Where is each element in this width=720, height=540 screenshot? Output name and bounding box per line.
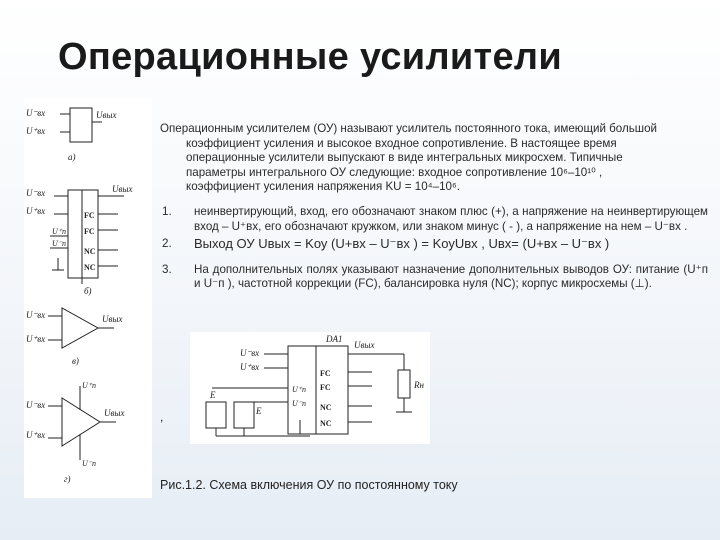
sch-out: Uвых	[354, 340, 375, 350]
v-out: Uвых	[102, 314, 123, 324]
sch-load: Rн	[414, 380, 424, 390]
dc-connection-schematic	[190, 332, 430, 444]
sch-in-minus: U⁻вх	[240, 348, 260, 358]
sch-nc2: NC	[320, 419, 332, 428]
a-in-plus: U⁺вх	[26, 126, 46, 136]
b-fc2: FC	[84, 227, 95, 236]
sch-fc2: FC	[320, 383, 331, 392]
list-item-3	[160, 263, 708, 292]
list-number-2: 2.	[162, 237, 172, 251]
a-out: Uвых	[96, 110, 117, 120]
opamp-symbols-figure	[24, 98, 152, 498]
schematic-figure	[190, 332, 430, 444]
list-text-3: На дополнительных полях указывают назначение дополнительных выводов ОУ: питание (U⁺п и U⁻п ), частотной коррекции (FC), балансировка нуля (NC); корпус микросхемы (⊥).	[194, 262, 708, 291]
sch-in-plus: U⁺вх	[240, 362, 260, 372]
intro-line-2: коэффициент усиления и высокое входное сопротивление. В настоящее время	[186, 136, 617, 150]
g-in-minus: U⁻вх	[26, 400, 46, 410]
figure-caption: Рис.1.2. Схема включения ОУ по постоянному току	[160, 478, 458, 492]
b-nc1: NC	[84, 247, 96, 256]
b-p2: U⁻п	[52, 239, 66, 248]
symbol-g-triangle	[62, 398, 100, 446]
intro-line-3: операционные усилители выпускают в виде интегральных микросхем. Типичные	[186, 151, 623, 165]
intro-line-4: параметры интегрального ОУ следующие: входное сопротивление 10⁶–10¹⁰ ,	[186, 165, 603, 179]
opamp-symbols-panel	[24, 98, 152, 498]
b-nc2: NC	[84, 263, 96, 272]
load-resistor	[398, 370, 410, 398]
sch-e1: E	[210, 390, 216, 400]
intro-line-5: коэффициент усиления напряжения KU = 10⁴–10⁶.	[186, 180, 460, 194]
v-tag: в)	[72, 356, 79, 366]
chip-label: DA1	[326, 334, 343, 344]
list-item-2	[160, 237, 708, 253]
b-out: Uвых	[112, 184, 133, 194]
source-e1	[206, 402, 226, 428]
list-text-2: Выход ОУ Uвых = Kоу (U+вх – U⁻вх ) = KоуUвх , Uвх= (U+вх – U⁻вх )	[194, 236, 610, 252]
stray-comma: ,	[160, 410, 164, 424]
b-fc1: FC	[84, 211, 95, 220]
sch-e2: E	[256, 406, 262, 416]
source-e2	[234, 402, 254, 428]
b-in-plus: U⁺вх	[26, 206, 46, 216]
g-p2: U⁻п	[82, 459, 96, 468]
a-in-minus: U⁻вх	[26, 108, 46, 118]
v-in-minus: U⁻вх	[26, 310, 46, 320]
b-in-minus: U⁻вх	[26, 188, 46, 198]
g-out: Uвых	[104, 408, 125, 418]
slide-title: Операционные усилители	[58, 36, 562, 78]
list-number-3: 3.	[162, 262, 172, 276]
symbol-v-triangle	[62, 308, 98, 348]
b-p1: U⁺п	[52, 227, 66, 236]
sch-p2: U⁻п	[292, 399, 306, 408]
sch-nc1: NC	[320, 403, 332, 412]
sch-p1: U⁺п	[292, 385, 306, 394]
list-text-1: неинвертирующий, вход, его обозначают знаком плюс (+), а напряжение на неинвертирующем вход – U⁺вх, его обозначают кружком, или знаком минус ( - ), а напряжение на нем – U⁻вх .	[194, 204, 708, 233]
intro-paragraph	[160, 122, 708, 195]
symbol-a-box	[70, 108, 92, 142]
b-tag: б)	[84, 286, 92, 296]
g-in-plus: U⁺вх	[26, 430, 46, 440]
list-number-1: 1.	[162, 204, 172, 218]
g-p1: U⁺п	[82, 381, 96, 390]
list-item-1	[160, 205, 708, 234]
g-tag: г)	[64, 474, 71, 484]
intro-line-1: Операционным усилителем (ОУ) называют усилитель постоянного тока, имеющий большой	[160, 122, 658, 135]
definition-text	[160, 122, 708, 295]
v-in-plus: U⁺вх	[26, 334, 46, 344]
sch-fc1: FC	[320, 369, 331, 378]
a-tag: а)	[68, 152, 76, 162]
